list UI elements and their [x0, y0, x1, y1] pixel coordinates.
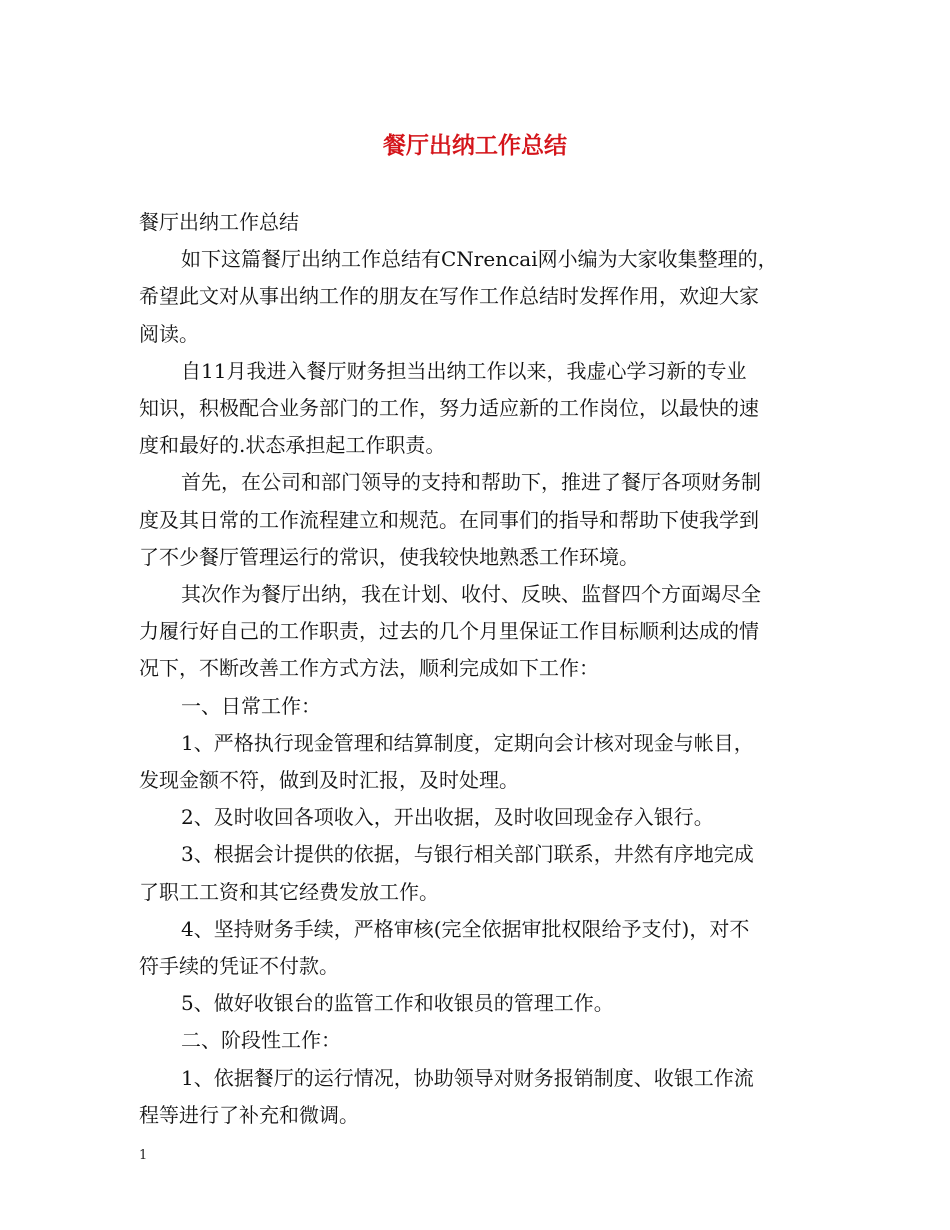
paragraph-line: 了职工工资和其它经费发放工作。: [139, 879, 439, 904]
paragraph-line: 如下这篇餐厅出纳工作总结有CNrencai网小编为大家收集整理的，: [181, 247, 778, 272]
paragraph-line: 4、坚持财务手续，严格审核(完全依据审批权限给予支付)，对不: [181, 916, 750, 941]
body-paragraph: [139, 241, 815, 353]
body-paragraph: [139, 836, 815, 910]
body-paragraph: [139, 799, 815, 836]
body-paragraph: [139, 985, 815, 1022]
body-paragraph: [139, 1022, 815, 1059]
paragraph-line: 力履行好自己的工作职责，过去的几个月里保证工作目标顺利达成的情: [139, 619, 759, 644]
body-paragraph: [139, 688, 815, 725]
document-title: 餐厅出纳工作总结: [383, 133, 567, 159]
paragraph-line: 知识，积极配合业务部门的工作，努力适应新的工作岗位，以最快的速: [139, 396, 759, 421]
body-paragraph: [139, 911, 815, 985]
paragraph-line: 1、严格执行现金管理和结算制度，定期向会计核对现金与帐目，: [181, 730, 754, 755]
body-paragraph: [139, 353, 815, 465]
paragraph-line: 况下，不断改善工作方式方法，顺利完成如下工作：: [139, 656, 599, 681]
body-paragraph: [139, 464, 815, 576]
paragraph-line: 阅读。: [139, 321, 199, 346]
paragraph-line: 度及其日常的工作流程建立和规范。在同事们的指导和帮助下使我学到: [139, 507, 759, 532]
paragraph-line: 二、阶段性工作：: [181, 1028, 341, 1053]
page-number: 1: [139, 1148, 148, 1163]
paragraph-line: 度和最好的.状态承担起工作职责。: [139, 433, 446, 458]
paragraph-line: 了不少餐厅管理运行的常识，使我较快地熟悉工作环境。: [139, 544, 639, 569]
body-paragraph: [139, 576, 815, 688]
paragraph-line: 符手续的凭证不付款。: [139, 954, 339, 979]
paragraph-line: 首先，在公司和部门领导的支持和帮助下，推进了餐厅各项财务制: [181, 470, 761, 495]
paragraph-line: 希望此文对从事出纳工作的朋友在写作工作总结时发挥作用，欢迎大家: [139, 284, 759, 309]
paragraph-line: 1、依据餐厅的运行情况，协助领导对财务报销制度、收银工作流: [181, 1065, 754, 1090]
paragraph-line: 发现金额不符，做到及时汇报，及时处理。: [139, 768, 519, 793]
document-subtitle: 餐厅出纳工作总结: [139, 210, 299, 234]
paragraph-line: 其次作为餐厅出纳，我在计划、收付、反映、监督四个方面竭尽全: [181, 582, 761, 607]
paragraph-line: 3、根据会计提供的依据，与银行相关部门联系，井然有序地完成: [181, 842, 754, 867]
paragraph-line: 一、日常工作：: [181, 693, 321, 718]
paragraph-line: 2、及时收回各项收入，开出收据，及时收回现金存入银行。: [181, 805, 714, 830]
paragraph-line: 自11月我进入餐厅财务担当出纳工作以来，我虚心学习新的专业: [181, 358, 747, 383]
body-paragraph: [139, 1060, 815, 1134]
paragraph-line: 5、做好收银台的监管工作和收银员的管理工作。: [181, 991, 614, 1016]
body-paragraph: [139, 725, 815, 799]
document-body: [139, 204, 815, 1134]
paragraph-line: 程等进行了补充和微调。: [139, 1102, 359, 1127]
